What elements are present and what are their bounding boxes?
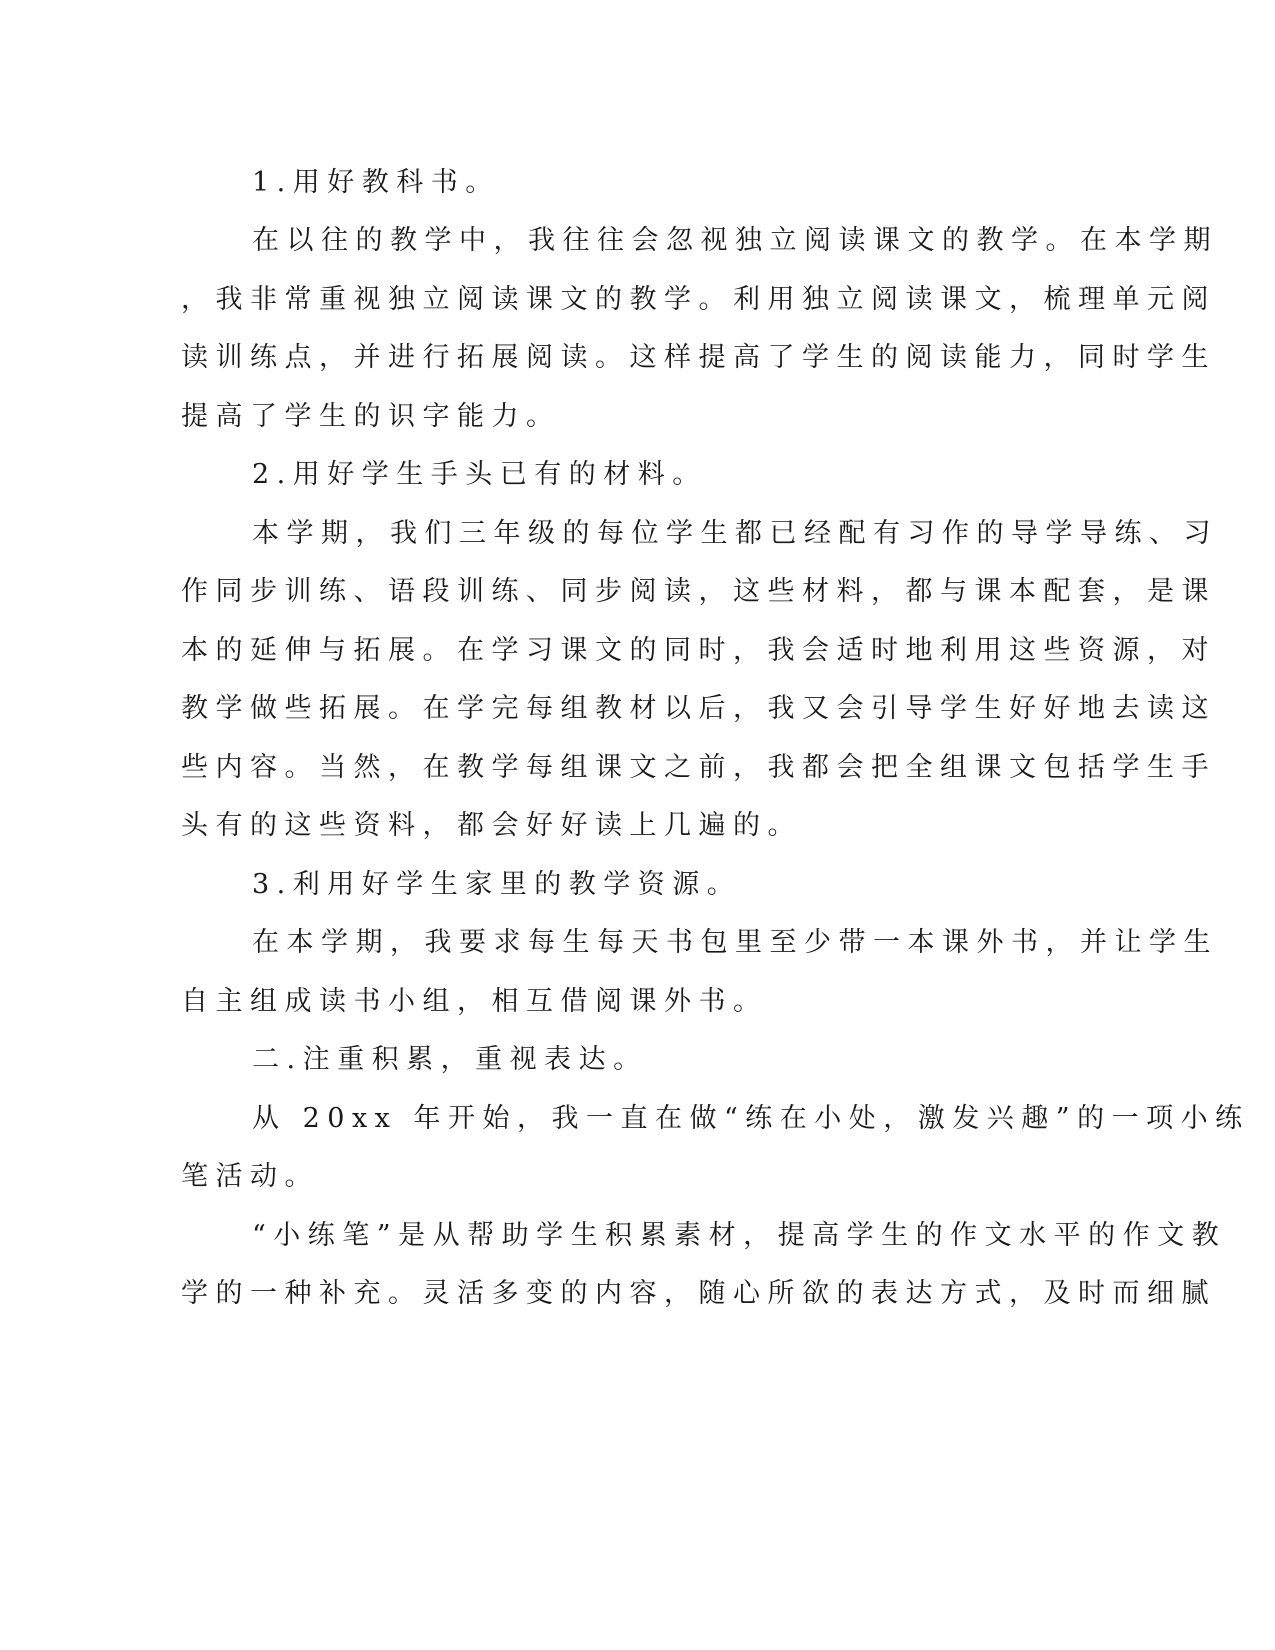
paragraph-line: 本学期，我们三年级的每位学生都已经配有习作的导学导练、习: [252, 518, 1218, 549]
paragraph-line: 学的一种补充。灵活多变的内容，随心所欲的表达方式，及时而细腻: [181, 1278, 1216, 1309]
paragraph-line: 些内容。当然，在教学每组课文之前，我都会把全组课文包括学生手: [181, 752, 1216, 783]
paragraph-line: ，我非常重视独立阅读课文的教学。利用独立阅读课文，梳理单元阅: [181, 284, 1216, 315]
heading-home-resources: 3.利用好学生家里的教学资源。: [252, 869, 742, 900]
heading-use-materials: 2.用好学生手头已有的材料。: [252, 459, 707, 490]
paragraph-line: “小练笔”是从帮助学生积累素材，提高学生的作文水平的作文教: [252, 1220, 1227, 1251]
paragraph-line: 本的延伸与拓展。在学习课文的同时，我会适时地利用这些资源，对: [181, 635, 1216, 666]
paragraph-line: 笔活动。: [181, 1161, 319, 1192]
paragraph-line: 在本学期，我要求每生每天书包里至少带一本课外书，并让学生: [252, 927, 1218, 958]
paragraph-line: 头有的这些资料，都会好好读上几遍的。: [181, 810, 802, 841]
heading-accumulation: 二.注重积累，重视表达。: [252, 1044, 648, 1075]
paragraph-line: 自主组成读书小组，相互借阅课外书。: [181, 986, 768, 1017]
paragraph-line: 读训练点，并进行拓展阅读。这样提高了学生的阅读能力，同时学生: [181, 342, 1216, 373]
heading-use-textbook: 1.用好教科书。: [252, 167, 500, 198]
paragraph-line: 教学做些拓展。在学完每组教材以后，我又会引导学生好好地去读这: [181, 693, 1216, 724]
paragraph-line: 提高了学生的识字能力。: [181, 401, 561, 432]
paragraph-line: 作同步训练、语段训练、同步阅读，这些材料，都与课本配套，是课: [181, 576, 1216, 607]
paragraph-line: 在以往的教学中，我往往会忽视独立阅读课文的教学。在本学期: [252, 225, 1218, 256]
paragraph-line: 从 20xx 年开始，我一直在做“练在小处，激发兴趣”的一项小练: [252, 1103, 1250, 1134]
